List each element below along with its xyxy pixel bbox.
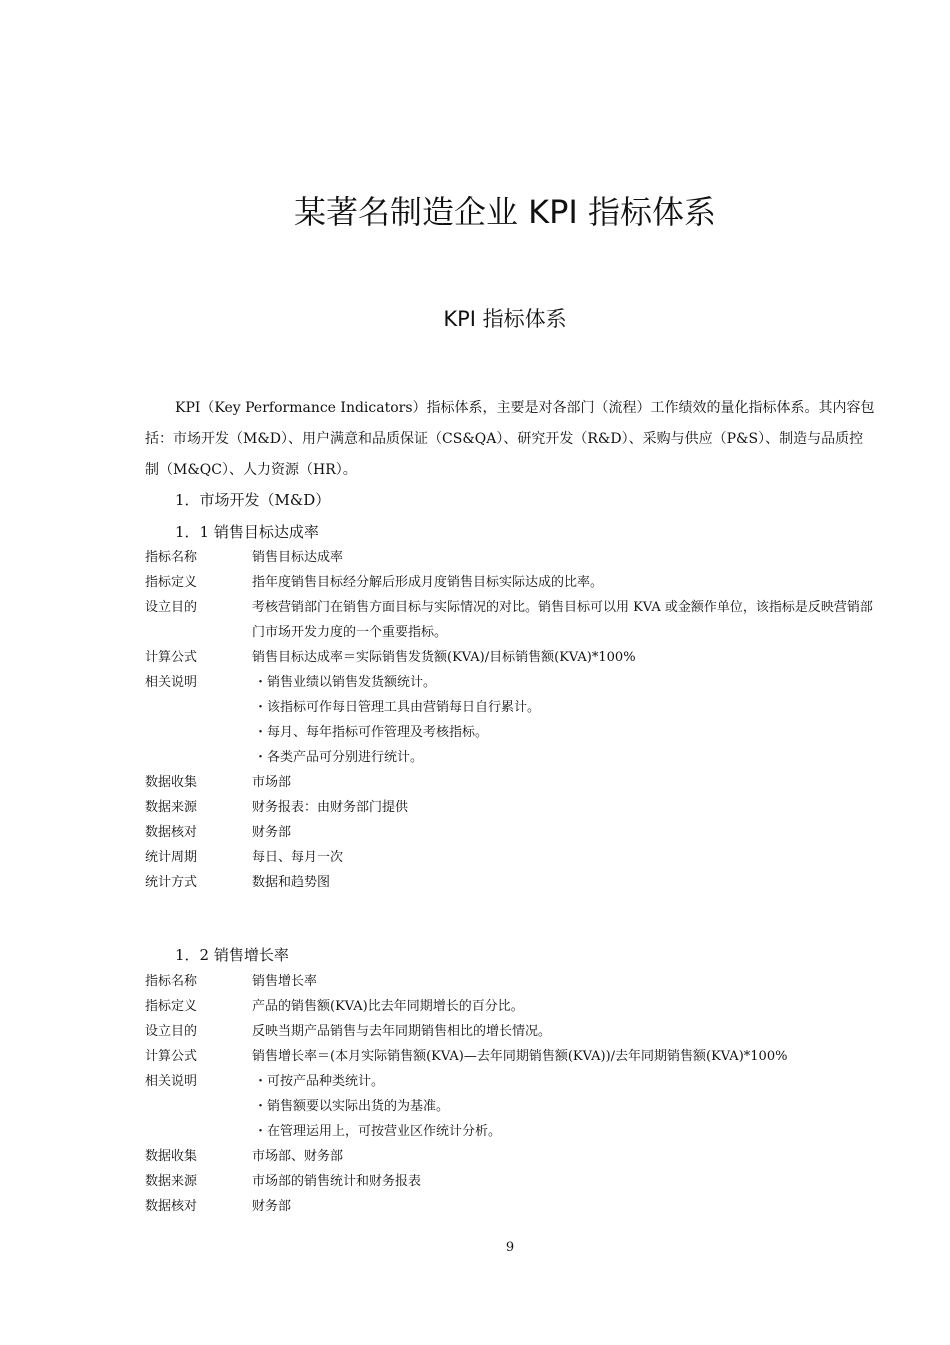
row-label: 统计周期 — [145, 850, 198, 865]
intro-paragraph: KPI（Key Performance Indicators）指标体系，主要是对各部门（流程）工作绩效的量化指标体系。其内容包括：市场开发（M&D）、用户满意和品质保证（CS&QA）、研究开发（R&D）、采购与供应（P&S）、制造与品质控制（M&QC）、人力资源（HR）。 — [145, 400, 875, 478]
row-label: 数据收集 — [145, 775, 198, 790]
list-item: ・每月、每年指标可作管理及考核指标。 — [254, 725, 489, 740]
page-number: 9 — [505, 1240, 515, 1255]
row-label: 统计方式 — [145, 875, 198, 890]
row-value: 数据和趋势图 — [252, 875, 331, 890]
table-row-notes — [145, 670, 885, 770]
row-label: 计算公式 — [145, 650, 198, 665]
row-label: 指标定义 — [145, 575, 198, 590]
kpi-table-sales-growth-rate — [145, 969, 885, 1219]
table-row — [145, 570, 885, 595]
table-row — [145, 1044, 885, 1069]
table-row — [145, 1144, 885, 1169]
row-label: 指标名称 — [145, 550, 198, 565]
table-row — [145, 969, 885, 994]
table-row — [145, 595, 885, 645]
row-value: 反映当期产品销售与去年同期销售相比的增长情况。 — [252, 1024, 552, 1039]
table-row — [145, 820, 885, 845]
row-value: 销售增长率 — [252, 974, 318, 989]
row-value: 销售目标达成率 — [252, 550, 344, 565]
row-label: 设立目的 — [145, 1024, 198, 1039]
list-item: ・可按产品种类统计。 — [254, 1074, 385, 1089]
table-row-notes — [145, 1069, 885, 1144]
row-value: 市场部、财务部 — [252, 1149, 344, 1164]
table-row — [145, 545, 885, 570]
table-row — [145, 770, 885, 795]
row-value: 指年度销售目标经分解后形成月度销售目标实际达成的比率。 — [252, 575, 604, 590]
document-title: 某著名制造企业 KPI 指标体系 — [293, 193, 717, 231]
table-row — [145, 845, 885, 870]
row-value: 考核营销部门在销售方面目标与实际情况的对比。销售目标可以用 KVA 或金额作单位，该指标是反映营销部门市场开发力度的一个重要指标。 — [252, 600, 873, 640]
list-item: ・各类产品可分别进行统计。 — [254, 750, 424, 765]
row-label: 设立目的 — [145, 600, 198, 615]
table-row — [145, 645, 885, 670]
kpi-table-sales-target-rate — [145, 545, 885, 895]
row-label: 计算公式 — [145, 1049, 198, 1064]
row-value: 市场部的销售统计和财务报表 — [252, 1174, 422, 1189]
row-label: 相关说明 — [145, 675, 198, 690]
row-label: 相关说明 — [145, 1074, 198, 1089]
list-item: ・销售业绩以销售发货额统计。 — [254, 675, 437, 690]
row-label: 指标名称 — [145, 974, 198, 989]
row-value: 销售目标达成率＝实际销售发货额(KVA)/目标销售额(KVA)*100% — [252, 650, 636, 665]
notes-list — [252, 670, 885, 770]
list-item: ・该指标可作每日管理工具由营销每日自行累计。 — [254, 700, 541, 715]
kpi-heading-sales-growth-rate: 1．2 销售增长率 — [175, 946, 289, 964]
row-label: 指标定义 — [145, 999, 198, 1014]
row-value: 每日、每月一次 — [252, 850, 344, 865]
row-value: 财务报表：由财务部门提供 — [252, 800, 409, 815]
table-row — [145, 795, 885, 820]
list-item: ・在管理运用上，可按营业区作统计分析。 — [254, 1124, 502, 1139]
table-row — [145, 1169, 885, 1194]
table-row — [145, 870, 885, 895]
document-subtitle: KPI 指标体系 — [443, 307, 567, 331]
kpi-heading-sales-target-rate: 1．1 销售目标达成率 — [175, 523, 319, 541]
row-label: 数据来源 — [145, 1174, 198, 1189]
row-value: 财务部 — [252, 1199, 292, 1214]
row-value: 市场部 — [252, 775, 292, 790]
list-item: ・销售额要以实际出货的为基准。 — [254, 1099, 450, 1114]
row-label: 数据收集 — [145, 1149, 198, 1164]
section-heading-market-development: 1．市场开发（M&D） — [175, 491, 331, 509]
table-row — [145, 994, 885, 1019]
row-label: 数据来源 — [145, 800, 198, 815]
notes-list — [252, 1069, 885, 1144]
row-label: 数据核对 — [145, 825, 198, 840]
row-value: 财务部 — [252, 825, 292, 840]
table-row — [145, 1194, 885, 1219]
table-row — [145, 1019, 885, 1044]
row-label: 数据核对 — [145, 1199, 198, 1214]
row-value: 产品的销售额(KVA)比去年同期增长的百分比。 — [252, 999, 524, 1014]
row-value: 销售增长率＝(本月实际销售额(KVA)—去年同期销售额(KVA))/去年同期销售额(KVA)*100% — [252, 1049, 788, 1064]
